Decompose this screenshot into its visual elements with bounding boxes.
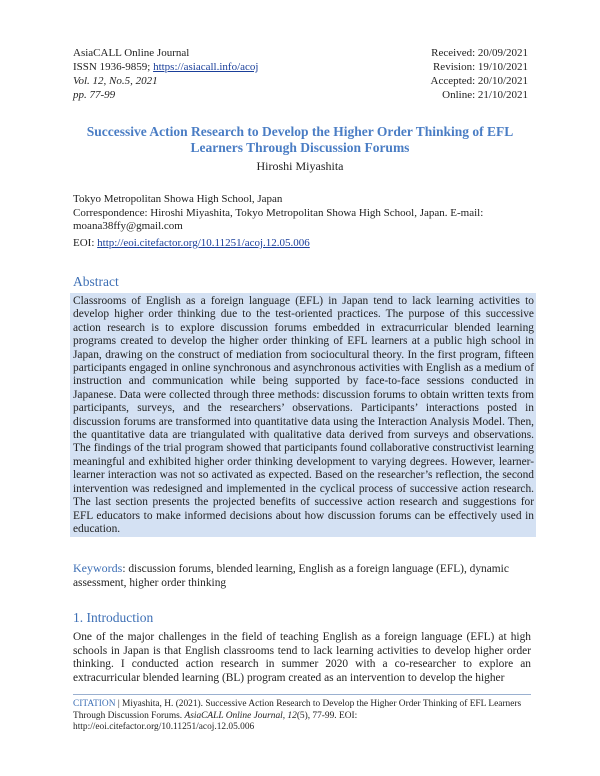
citation-label: CITATION — [73, 699, 116, 709]
citation-journal: AsiaCALL Online Journal, 12 — [184, 710, 297, 721]
eoi-link[interactable]: http://eoi.citefactor.org/10.11251/acoj.12.05.006 — [97, 237, 310, 249]
citation-footer — [73, 699, 531, 734]
affiliation: Tokyo Metropolitan Showa High School, Japan — [73, 193, 283, 205]
author-name: Hiroshi Miyashita — [256, 159, 344, 173]
received-date: Received: 20/09/2021 — [431, 47, 528, 59]
paper-title: Successive Action Research to Develop the Higher Order Thinking of EFL Learners Through Discussion Forums — [86, 124, 514, 155]
affiliation-block — [73, 193, 531, 234]
keywords-text: : discussion forums, blended learning, English as a foreign language (EFL), dynamic assessment, higher order thinking — [73, 563, 509, 589]
abstract-text: Classrooms of English as a foreign language (EFL) in Japan tend to lack learning activities to develop higher order thinking due to the test-oriented practices. The purpose of this successive action research is to explore discussion forums embedded in extracurricular blended learning programs created to develop the higher order thinking of EFL learners at a public high school in Japan, drawing on the construct of mediation from sociocultural theory. In the first program, fifteen participants engaged in online synchronous and asynchronous activities with English as a medium of instruction and communication while being supported by face-to-face sessions conducted in Japanese. Data were collected through three methods: discussion forums to obtain written texts from participants, surveys, and the researchers’ observations. Participants’ interactions posted in discussion forums are transformed into quantitative data using the Interaction Analysis Model. Then, the quantitative data are triangulated with qualitative data derived from surveys and observations. The findings of the trial program showed that participants found collaborative constructivist learning meaningful and exhibited higher order thinking development to varying degrees. However, learner-learner interaction was not so activated as expected. Based on the researcher’s reflection, the second intervention was redesigned and implemented in the cyclical process of successive action research. The last section presents the projected benefits of successive action research and suggestions for EFL educators to make informed decisions about how discussion forums can be effectively used in education. — [70, 293, 536, 537]
introduction-text: One of the major challenges in the field of teaching English as a foreign language (EFL) at high schools in Japan is that English classrooms tend to lack learning activities to develop higher order thinking. I conducted action research in summer 2020 with a co-researcher to explore an extracurricular blended learning (BL) program created as an intervention to develop the higher — [73, 631, 531, 684]
citation-text-after: (5), 77-99. EOI: http://eoi.citefactor.org/10.11251/acoj.12.05.006 — [73, 710, 358, 733]
accepted-date: Accepted: 20/10/2021 — [430, 75, 528, 87]
citation-text-before: Miyashita, H. (2021). Successive Action Research to Develop the Higher Order Thinking of EFL Learners Through Discussion Forums. — [73, 699, 522, 721]
abstract-heading: Abstract — [73, 274, 119, 289]
revision-date: Revision: 19/10/2021 — [432, 61, 528, 73]
keywords-label: Keywords — [73, 561, 123, 575]
eoi-line — [73, 237, 310, 249]
page-range: pp. 77-99 — [73, 89, 116, 101]
introduction-heading: 1. Introduction — [73, 610, 154, 625]
correspondence: Correspondence: Hiroshi Miyashita, Tokyo Metropolitan Showa High School, Japan. E-mail: moana38ffy@gmail.com — [73, 206, 484, 232]
journal-header-right — [431, 46, 528, 102]
issn-line — [73, 60, 258, 74]
eoi-label: EOI: — [73, 237, 98, 249]
keywords-block — [73, 561, 531, 590]
footer-divider — [73, 694, 531, 695]
citation-separator: | — [115, 699, 123, 709]
online-date: Online: 21/10/2021 — [442, 89, 528, 101]
volume-issue: Vol. 12, No.5, 2021 — [73, 75, 158, 87]
journal-header-left — [73, 46, 258, 102]
issn-text: ISSN 1936-9859; — [73, 61, 154, 73]
journal-name: AsiaCALL Online Journal — [73, 47, 190, 59]
journal-link[interactable]: https://asiacall.info/acoj — [153, 61, 259, 73]
